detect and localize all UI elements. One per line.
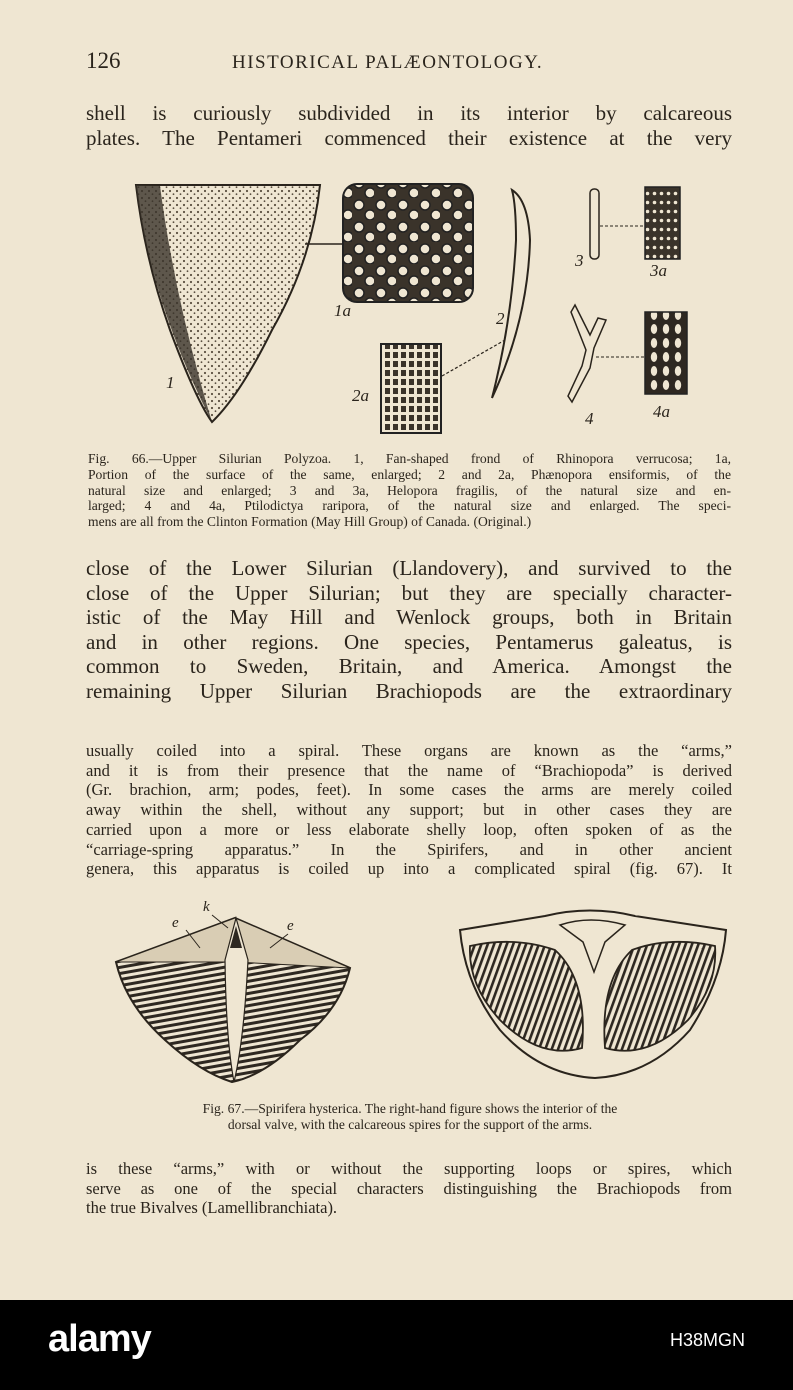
fig67-label-e-right: e xyxy=(287,918,294,934)
text-line: (Gr. brachion, arm; podes, feet). In some cases the arms are merely coiled xyxy=(86,780,732,800)
fig67-label-k: k xyxy=(203,899,210,915)
text-line: close of the Lower Silurian (Llandovery), and survived to the xyxy=(86,556,732,580)
text-line: close of the Upper Silurian; but they are specially character- xyxy=(86,580,732,605)
text-line: genera, this apparatus is coiled up into a complicated spiral (fig. 67). It xyxy=(86,859,732,879)
fig66-label-2: 2 xyxy=(496,309,505,328)
text-line: istic of the May Hill and Wenlock groups, both in Britain xyxy=(86,605,732,629)
text-line: shell is curiously subdivided in its interior by calcareous xyxy=(86,101,732,125)
text-line: “carriage-spring apparatus.” In the Spirifers, and in other ancient xyxy=(86,839,732,859)
caption-line: natural size and enlarged; 3 and 3a, Helopora fragilis, of the natural size and en- xyxy=(88,482,731,498)
bottom-paragraph xyxy=(86,1159,732,1218)
text-line: and in other regions. One species, Pentamerus galeatus, is xyxy=(86,629,732,654)
text-line: common to Sweden, Britain, and America. Amongst the xyxy=(86,654,732,678)
fig66-label-1: 1 xyxy=(166,373,175,392)
caption-line: Fig. 67.—Spirifera hysterica. The right-hand figure shows the interior of the xyxy=(202,1101,618,1116)
text-line: usually coiled into a spiral. These organs are known as the “arms,” xyxy=(86,741,732,760)
caption-line: mens are all from the Clinton Formation (May Hill Group) of Canada. (Original.) xyxy=(88,514,532,530)
fig66-label-1a: 1a xyxy=(334,301,351,320)
running-title: HISTORICAL PALÆONTOLOGY. xyxy=(232,52,544,73)
fig66-label-4a: 4a xyxy=(653,402,670,421)
caption-line: Portion of the surface of the same, enlarged; 2 and 2a, Phænopora ensiformis, of the xyxy=(88,466,731,482)
caption-line: Fig. 66.—Upper Silurian Polyzoa. 1, Fan-shaped frond of Rhinopora verrucosa; 1a, xyxy=(88,451,731,466)
caption-line: larged; 4 and 4a, Ptilodictya raripora, of the natural size and enlarged. The speci- xyxy=(88,498,731,514)
caption-line: dorsal valve, with the calcareous spires for the support of the arms. xyxy=(227,1116,593,1132)
fig66-label-2a: 2a xyxy=(352,386,369,405)
text-line: serve as one of the special characters distinguishing the Brachiopods from xyxy=(86,1178,732,1198)
fig67-label-e-left: e xyxy=(172,915,179,931)
brand-logo: alamy xyxy=(48,1318,151,1360)
text-line: away within the shell, without any support; but in other cases they are xyxy=(86,800,732,820)
text-line: plates. The Pentameri commenced their existence at the very xyxy=(86,125,732,150)
text-line: carried upon a more or less elaborate shelly loop, often spoken of as the xyxy=(86,819,732,839)
fig66-label-3: 3 xyxy=(575,251,584,270)
fig67-caption xyxy=(100,1101,720,1133)
fig66-label-3a: 3a xyxy=(650,261,667,280)
text-line: and it is from their presence that the name of “Brachiopoda” is derived xyxy=(86,760,732,780)
text-line: is these “arms,” with or without the supporting loops or spires, which xyxy=(86,1159,732,1178)
image-code: H38MGN xyxy=(669,1330,745,1350)
page-number: 126 xyxy=(86,48,121,73)
fig66-label-4: 4 xyxy=(585,409,594,428)
text-line: remaining Upper Silurian Brachiopods are the extraordinary xyxy=(86,678,732,703)
text-line: the true Bivalves (Lamellibranchiata). xyxy=(86,1198,338,1218)
